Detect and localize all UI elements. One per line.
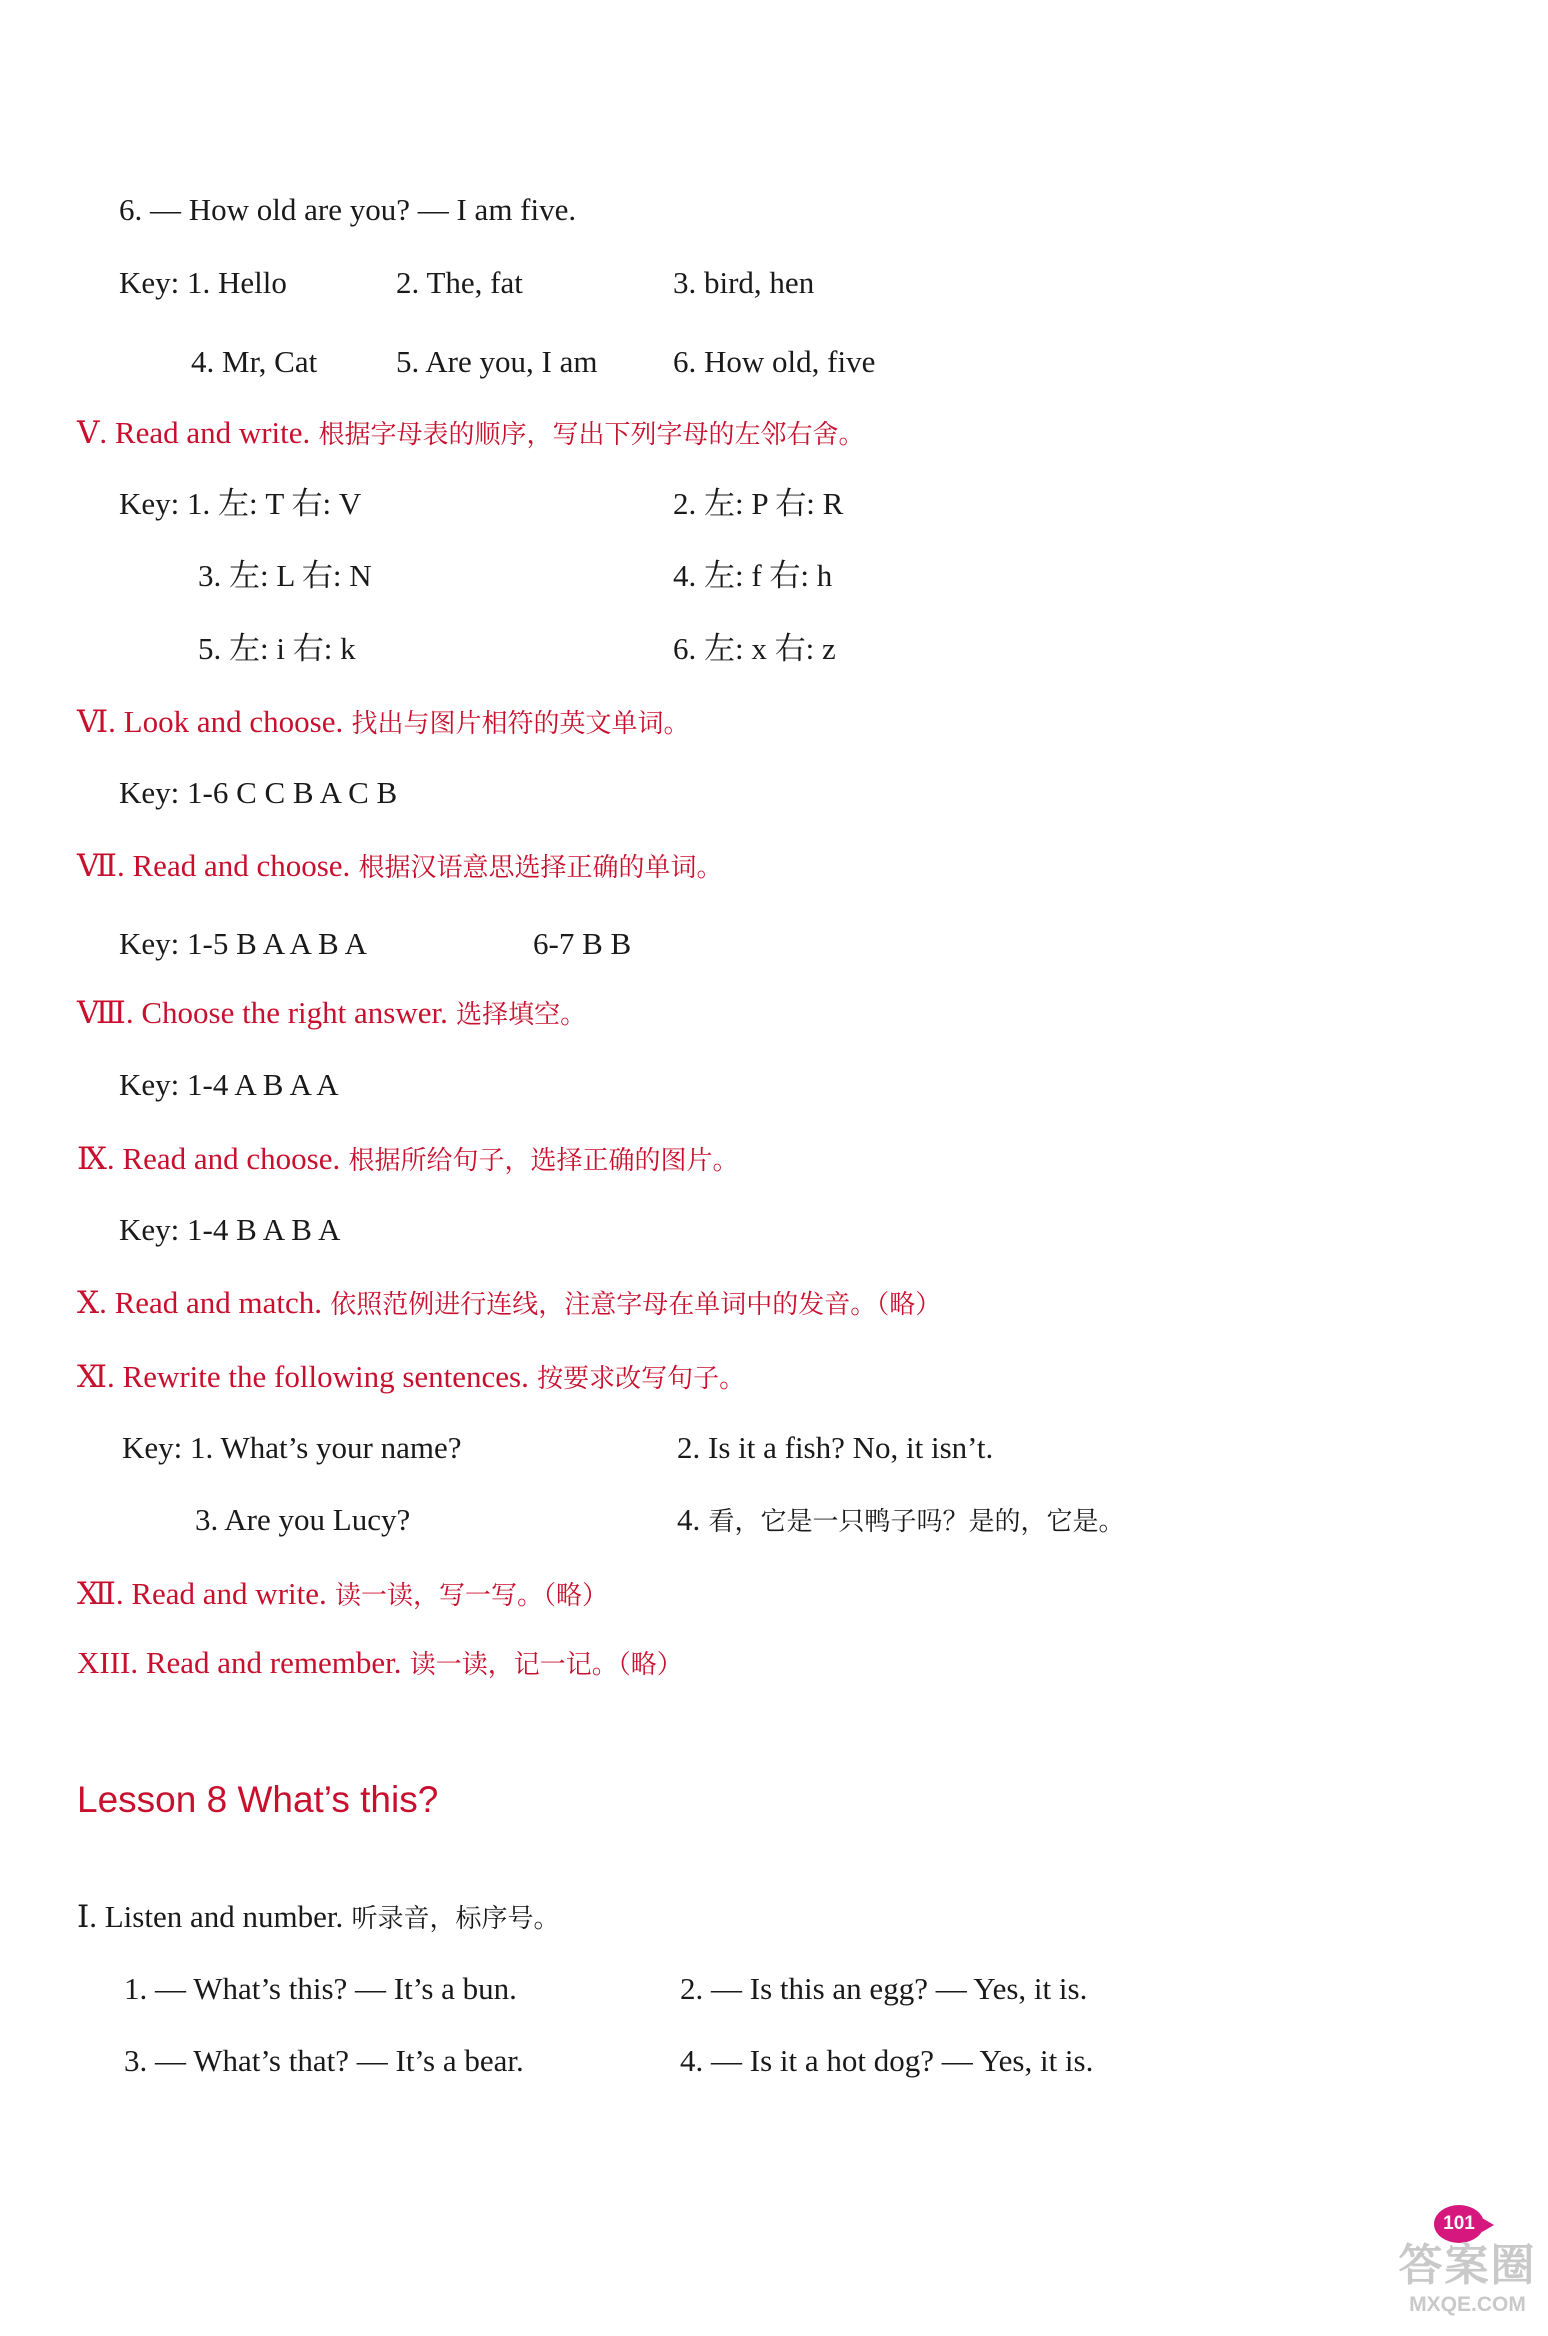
line-text: 4. — Is it a hot dog? — Yes, it is. (680, 2043, 1094, 2078)
line-chinese-text: 根据所给句子，选择正确的图片。 (340, 1146, 739, 1176)
answer-line (119, 267, 287, 298)
section-title (77, 706, 689, 737)
section-title (77, 850, 723, 881)
answer-line (119, 777, 397, 808)
line-chinese-text: 按要求改写句子。 (528, 1364, 746, 1394)
line-text: 2. The, fat (396, 265, 523, 300)
section-title (77, 1143, 738, 1174)
watermark-logo (1395, 2240, 1540, 2330)
answer-line (680, 2045, 1093, 2076)
line-text: Ⅰ. Listen and number. (77, 1899, 344, 1934)
answer-line (198, 560, 372, 591)
line-text: 6. How old, five (673, 344, 876, 379)
line-chinese-text: 看，它是一只鸭子吗？是的，它是。 (700, 1507, 1125, 1537)
line-text: Key: 1-4 B A B A (119, 1212, 341, 1247)
answer-line (77, 1901, 560, 1932)
answer-line (533, 928, 631, 959)
answer-line (673, 633, 836, 664)
line-text: Ⅶ. Read and choose. (77, 848, 351, 883)
line-chinese-text: 依照范例进行连线，注意字母在单词中的发音。（略） (322, 1290, 942, 1320)
line-text: 2. — Is this an egg? — Yes, it is. (680, 1971, 1088, 2006)
line-text: Ⅴ. Read and write. (77, 415, 311, 450)
answer-line (677, 1504, 1125, 1535)
line-text: 2. 左: P 右: R (673, 486, 844, 521)
answer-line (198, 633, 356, 664)
answer-line (191, 346, 317, 377)
line-text: Ⅻ. Read and write. (77, 1576, 327, 1611)
section-title (77, 417, 865, 448)
section-title (77, 1647, 683, 1678)
line-chinese-text: 听录音，标序号。 (343, 1904, 560, 1934)
answer-line (119, 1069, 339, 1100)
lesson-heading (77, 1781, 438, 1818)
line-text: 4. Mr, Cat (191, 344, 318, 379)
line-text: Ⅹ. Read and match. (77, 1285, 323, 1320)
line-text: 3. bird, hen (673, 265, 815, 300)
line-text: Ⅸ. Read and choose. (77, 1141, 341, 1176)
line-text: 5. Are you, I am (396, 344, 598, 379)
answer-line (124, 1973, 517, 2004)
line-chinese-text: 找出与图片相符的英文单词。 (343, 709, 690, 739)
line-text: Key: 1-5 B A A B A (119, 926, 368, 961)
answer-line (124, 2045, 524, 2076)
answer-line (122, 1432, 461, 1463)
answer-line (119, 488, 361, 519)
answer-line (119, 194, 576, 225)
line-text: 6. — How old are you? — I am five. (119, 192, 577, 227)
line-text: Ⅵ. Look and choose. (77, 704, 344, 739)
line-text: 3. Are you Lucy? (195, 1502, 411, 1537)
section-title (77, 1578, 608, 1609)
line-text: Lesson 8 What’s this? (77, 1779, 439, 1820)
line-text: Key: 1. What’s your name? (122, 1430, 462, 1465)
line-text: 4. 左: f 右: h (673, 558, 833, 593)
line-text: 6-7 B B (533, 926, 632, 961)
section-title (77, 1287, 941, 1318)
line-text: 1. — What’s this? — It’s a bun. (124, 1971, 517, 2006)
line-text: Key: 1. 左: T 右: V (119, 486, 362, 521)
line-text: 5. 左: i 右: k (198, 631, 356, 666)
section-title (77, 997, 586, 1028)
line-text: 3. — What’s that? — It’s a bear. (124, 2043, 524, 2078)
line-text: 2. Is it a fish? No, it isn’t. (677, 1430, 994, 1465)
page-number: 101 (1443, 2213, 1475, 2234)
line-chinese-text: 根据汉语意思选择正确的单词。 (350, 853, 723, 883)
line-text: 4. (677, 1502, 701, 1537)
line-text: Ⅺ. Rewrite the following sentences. (77, 1359, 529, 1394)
line-text: Ⅷ. Choose the right answer. (77, 995, 448, 1030)
line-chinese-text: 选择填空。 (447, 1000, 587, 1030)
answer-line (677, 1432, 993, 1463)
line-text: 6. 左: x 右: z (673, 631, 836, 666)
line-chinese-text: 根据字母表的顺序，写出下列字母的左邻右舍。 (310, 420, 865, 450)
line-chinese-text: 读一读，记一记。（略） (401, 1650, 683, 1680)
answer-line (673, 267, 814, 298)
answer-line (680, 1973, 1087, 2004)
section-title (77, 1361, 745, 1392)
line-text: Key: 1-6 C C B A C B (119, 775, 398, 810)
line-text: Key: 1-4 A B A A (119, 1067, 339, 1102)
line-text: 3. 左: L 右: N (198, 558, 372, 593)
answer-line (673, 560, 832, 591)
line-chinese-text: 读一读，写一写。（略） (326, 1581, 609, 1611)
line-text: Key: 1. Hello (119, 265, 287, 300)
answer-line (396, 267, 523, 298)
watermark-title: 答案圈 (1398, 2241, 1537, 2290)
line-text: XIII. Read and remember. (77, 1645, 402, 1680)
page-number-badge (1434, 2205, 1484, 2243)
watermark-url: MXQE.COM (1409, 2292, 1526, 2316)
answer-line (119, 1214, 340, 1245)
answer-line (673, 488, 843, 519)
answer-line (195, 1504, 410, 1535)
answer-line (396, 346, 597, 377)
answer-line (119, 928, 367, 959)
answer-line (673, 346, 875, 377)
